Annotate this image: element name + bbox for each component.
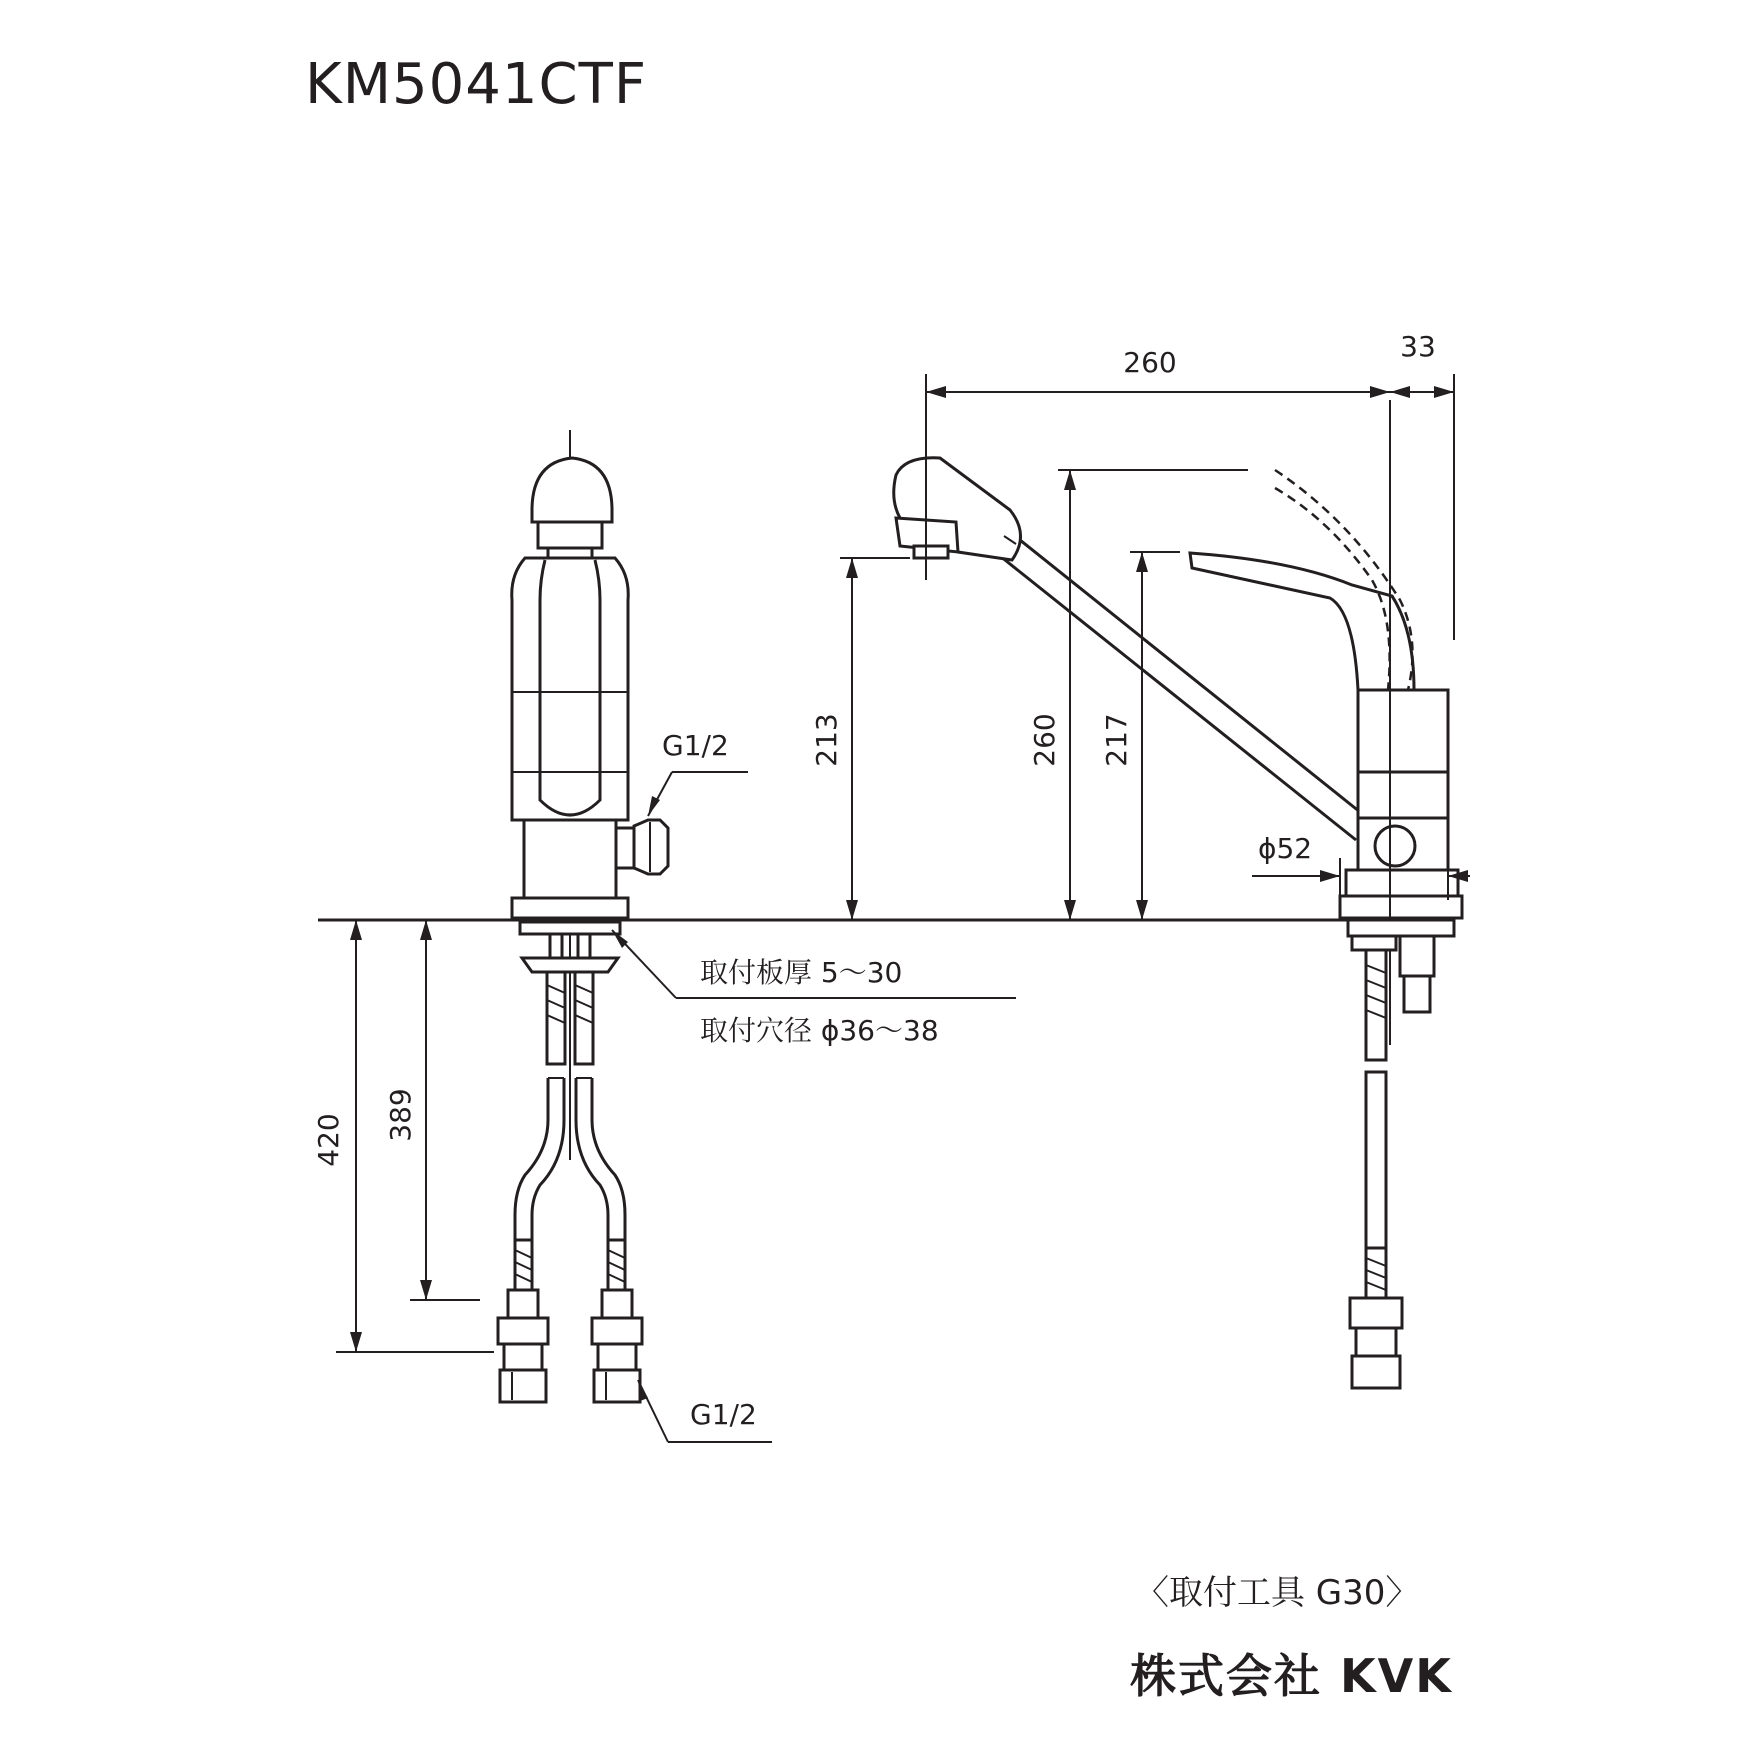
- dim-213-arrow-bottom: [846, 900, 858, 920]
- dim-420-arrow-top: [350, 920, 362, 940]
- spout-loop-outer: [512, 558, 628, 820]
- side-stud-thread: [1404, 976, 1430, 1012]
- side-hose-adapter: [1356, 1328, 1396, 1356]
- dim-213-arrow-top: [846, 558, 858, 578]
- dim-reach-arrow-right: [1370, 386, 1390, 398]
- hose-left-nut: [498, 1318, 548, 1344]
- tool-note: 〈取付工具 G30〉: [1135, 1573, 1420, 1613]
- side-hose-lower: [1366, 1072, 1386, 1248]
- dim-handle-offset: 33: [1400, 330, 1436, 363]
- side-inlet-circle: [1375, 826, 1415, 866]
- plate-thickness-note: 取付板厚 5〜30: [700, 956, 903, 989]
- side-view: [810, 330, 1470, 1388]
- mount-stud-right: [578, 934, 590, 958]
- dim-overall-height: 260: [1028, 713, 1061, 767]
- dim-217-arrow-bottom: [1136, 900, 1148, 920]
- inlet-label: G1/2: [662, 729, 729, 762]
- dim-reach-arrow-left: [926, 386, 946, 398]
- spray-head-ring: [538, 522, 602, 548]
- side-stud-top: [1400, 936, 1434, 976]
- inlet-stub: [616, 828, 634, 868]
- faucet-lower-body: [524, 820, 616, 898]
- spray-head-outlet: [914, 546, 948, 558]
- hose-left-adapter: [504, 1344, 542, 1370]
- dim-offset-arrow-right: [1434, 386, 1454, 398]
- mounting-washer: [520, 922, 620, 934]
- hose-right-collar: [602, 1290, 632, 1318]
- hole-diameter-note: 取付穴径 ϕ36〜38: [700, 1014, 939, 1047]
- side-base: [1340, 896, 1462, 918]
- spout-arm-bottom: [1000, 556, 1356, 840]
- dim-handle-height: 217: [1100, 713, 1133, 767]
- side-washer: [1348, 920, 1454, 936]
- side-base-ring: [1346, 870, 1458, 896]
- model-number: KM5041CTF: [305, 52, 648, 117]
- faucet-base: [512, 898, 628, 918]
- lever-handle: [1190, 553, 1414, 690]
- hose-right-end-nut: [594, 1370, 640, 1402]
- side-body-middle: [1358, 772, 1448, 818]
- dim-hose-length: 389: [384, 1088, 417, 1142]
- dim-offset-arrow-left: [1390, 386, 1410, 398]
- hose-end-label: G1/2: [690, 1398, 757, 1431]
- side-hose-end-nut: [1352, 1356, 1400, 1388]
- dim-total-length: 420: [312, 1113, 345, 1167]
- maker-name: 株式会社 KVK: [1130, 1649, 1453, 1703]
- dim-260v-arrow-top: [1064, 470, 1076, 490]
- dim-389-arrow-top: [420, 920, 432, 940]
- hose-right-adapter: [598, 1344, 636, 1370]
- dim-389-arrow-bottom: [420, 1280, 432, 1300]
- dim-260v-arrow-bottom: [1064, 900, 1076, 920]
- side-nut: [1352, 936, 1396, 950]
- front-view: [312, 430, 1016, 1442]
- hose-left-collar: [508, 1290, 538, 1318]
- spray-head-cap: [532, 458, 612, 522]
- dim-spout-outlet-height: 213: [810, 713, 843, 767]
- hose-left-end-nut: [500, 1370, 546, 1402]
- dim-217-arrow-top: [1136, 552, 1148, 572]
- dim-52-arrow-left: [1320, 870, 1340, 882]
- side-body-upper: [1358, 690, 1448, 772]
- side-hose-nut: [1350, 1298, 1402, 1328]
- dim-spout-reach: 260: [1123, 346, 1177, 379]
- mounting-nut: [522, 958, 618, 972]
- hose-right-nut: [592, 1318, 642, 1344]
- mount-stud-left: [550, 934, 562, 958]
- dim-base-diameter: ϕ52: [1258, 832, 1313, 865]
- dim-420-arrow-bottom: [350, 1332, 362, 1352]
